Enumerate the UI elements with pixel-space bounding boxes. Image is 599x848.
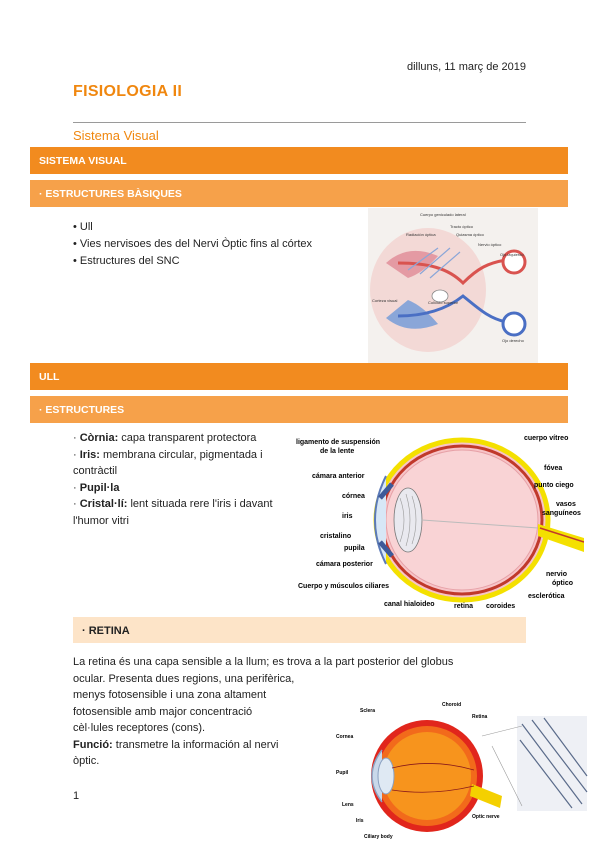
fig-label: cámara posterior [316,561,373,568]
fig-label: Cuerpo geniculado lateral [420,212,466,217]
fig-label: sanguíneos [542,510,581,517]
bullet-marker: · [73,498,80,510]
term-desc: lent situada rere l'iris i davant l'humor vitri [73,498,273,527]
fig-label: esclerótica [528,593,565,600]
term: Iris: [79,448,100,461]
fig-label: coroides [486,603,516,610]
fig-label: Colículo superior [428,300,459,305]
fig-label: Lens [342,802,354,808]
list-item-text: Estructures del SNC [79,255,180,267]
term: Còrnia: [79,432,119,444]
fig-label: córnea [342,493,365,500]
text-line: menys fotosensible i una zona altament [73,689,267,701]
fig-label: retina [454,603,474,610]
list-item-text: Vies nervisoes des del Nervi Òptic fins al córtex [79,238,313,250]
fig-label: Ciliary body [364,834,393,840]
fig-label: nervio [546,571,568,578]
term: Funció: [73,738,113,751]
fig-label: Nervio óptico [478,242,502,247]
list-item [73,447,295,480]
fig-label: vasos [556,501,576,508]
fig-label: Quiasma óptico [456,232,484,237]
list-item [73,253,312,270]
text-line: òptic. [73,755,100,767]
list-item [73,430,295,447]
eye-parts-list [73,430,295,529]
document-date: dilluns, 11 març de 2019 [406,61,526,73]
list-item [73,236,312,253]
fig-label: óptico [552,580,573,587]
section-bar-estructures-basiques: · ESTRUCTURES BÀSIQUES [30,180,568,207]
fig-label: Cuerpo y músculos ciliares [298,583,390,590]
fig-label: cristalino [320,533,352,540]
term: Cristal·lí: [79,498,128,510]
bullet-marker: · [73,432,80,444]
term: Pupil·la [79,481,120,494]
fig-label: pupila [344,545,365,552]
fig-label: fóvea [544,465,563,472]
list-item [73,219,312,236]
text-line: fotosensible amb major concentració [73,705,253,718]
fig-label: de la lente [320,448,355,455]
fig-label: cámara anterior [312,473,365,480]
section-bar-ull: ULL [30,363,568,390]
fig-label: Iris [356,818,364,824]
document-subtitle: Sistema Visual [73,128,159,143]
text-line: cèl·lules receptores (cons). [73,722,206,734]
list-item [73,496,295,529]
fig-label: Sclera [360,708,376,714]
fig-label: punto ciego [534,482,574,489]
fig-label: canal hialoideo [384,601,435,608]
term-desc: transmetre la información al nervi [112,738,279,751]
bullet-marker: · [73,481,80,494]
retina-anatomy-figure [332,696,599,848]
fig-label: Pupil [336,770,349,776]
fig-label: iris [342,513,353,520]
document-title: FISIOLOGIA II [73,83,183,100]
section-bar-sistema-visual: SISTEMA VISUAL [30,147,568,174]
bullet-marker: · [73,448,80,461]
term-desc: membrana circular, pigmentada i contràctil [73,448,263,477]
fig-label: Cornea [336,734,354,740]
page-number: 1 [73,790,80,802]
visual-pathway-figure [368,208,538,363]
subsection-bar-retina: · RETINA [73,617,526,643]
fig-label: Corteza visual [372,298,398,303]
eye-cross-section-figure [294,428,584,614]
list-item [73,480,295,497]
basic-structures-list [73,219,312,270]
list-item-text: Ull [79,221,93,233]
fig-label: Optic nerve [472,814,500,820]
fig-label: Retina [472,714,488,720]
fig-label: Radiación óptica [406,232,436,237]
text-line: La retina és una capa sensible a la llum; es trova a la part posterior del globus [73,656,454,668]
fig-label: Tracto óptico [450,224,473,229]
section-bar-estructures: · ESTRUCTURES [30,396,568,423]
fig-label: Ojo derecho [502,338,524,343]
title-divider [73,122,526,123]
fig-label: ligamento de suspensión [296,439,381,446]
text-line: ocular. Presenta dues regions, una perifèrica, [73,672,295,685]
fig-label: cuerpo vítreo [524,435,569,442]
fig-label: Choroid [442,702,462,708]
term-desc: capa transparent protectora [118,432,257,444]
fig-label: Ojo izquierdo [500,252,524,257]
